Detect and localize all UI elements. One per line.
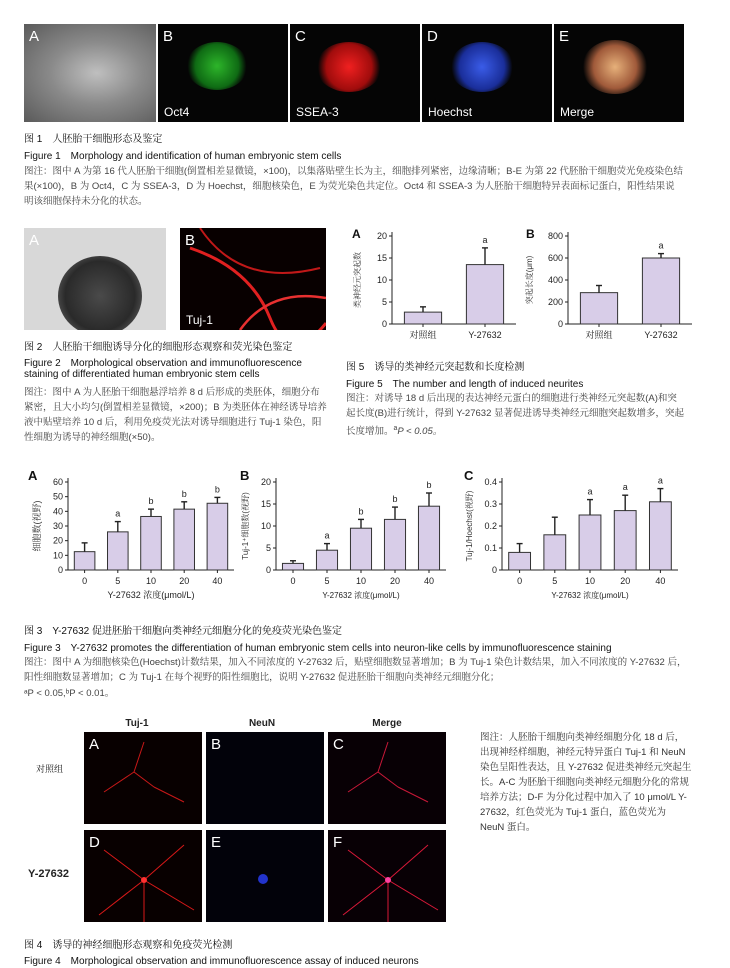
neurite-trace (84, 830, 202, 922)
y-tick-label: 0 (57, 565, 63, 575)
fig3b-chart (236, 466, 456, 616)
significance-label: b (426, 480, 432, 490)
x-tick-label: 40 (655, 576, 666, 586)
fig5-note: 图注：对诱导 18 d 后出现的表达神经元蛋白的细胞进行类神经元突起数(A)和突起长度(B)进行统计，得到 Y-27632 显著促进诱导类神经元细胞突起数增多，突起长度增加。$^a$P < 0.05。 (346, 393, 684, 438)
hoechst-label: Hoechst (428, 105, 473, 119)
y-tick-label: 15 (376, 253, 387, 263)
oct4-label: Oct4 (164, 105, 190, 119)
significance-label: a (657, 475, 663, 486)
fig2-panel-b (180, 228, 326, 330)
y-tick-label: 400 (547, 275, 563, 285)
significance-label: a (115, 508, 121, 519)
panel-letter: D (427, 28, 438, 45)
y-tick-label: 60 (52, 477, 63, 487)
row-label-control: 对照组 (36, 764, 64, 774)
neurite-trace (84, 732, 202, 824)
y-tick-label: 0.2 (484, 521, 497, 531)
y-tick-label: 10 (376, 275, 387, 285)
fig4-panel-c (328, 732, 446, 824)
row-label-y27632: Y-27632 (28, 868, 69, 880)
fig4-panel-f (328, 830, 446, 922)
panel-letter: A (28, 468, 38, 483)
bar (404, 312, 441, 324)
fig1-title-cn: 图 1 人胚胎干细胞形态及鉴定 (24, 134, 163, 145)
bar (108, 532, 129, 570)
fig2-panel-a (24, 228, 166, 330)
fig5-title-en: Figure 5 The number and length of induced neurites (346, 379, 584, 390)
bar (282, 563, 303, 570)
fig1-panel-b (158, 24, 288, 122)
fig2-title-en-2: staining of differentiated human embryonic stem cells (24, 369, 260, 380)
significance-label: a (587, 486, 593, 497)
bar (642, 258, 679, 324)
fig1-panel-a (24, 24, 156, 122)
fig2-title-cn: 图 2 人胚胎干细胞诱导分化的细胞形态观察和荧光染色鉴定 (24, 342, 293, 353)
bar (350, 528, 371, 570)
merge-label: Merge (560, 105, 595, 119)
y-axis-label: 细胞数(视野) (32, 500, 42, 552)
fig3c-chart (460, 466, 690, 616)
y-tick-label: 20 (376, 231, 387, 241)
x-axis-label: Y-27632 浓度(μmol/L) (551, 591, 629, 600)
x-tick-label: Y-27632 (468, 330, 502, 340)
panel-letter: B (526, 227, 535, 241)
y-tick-label: 30 (52, 521, 63, 531)
bar (141, 516, 162, 570)
y-tick-label: 0.1 (484, 543, 497, 553)
bar (384, 519, 405, 570)
panel-letter: A (352, 227, 361, 241)
panel-letter: B (211, 736, 222, 753)
bar (466, 265, 503, 324)
panel-letter: C (295, 28, 306, 45)
x-tick-label: 对照组 (409, 330, 437, 340)
y-tick-label: 10 (52, 550, 63, 561)
x-tick-label: 5 (115, 576, 121, 586)
fig2-title-en-1: Figure 2 Morphological observation and immunofluorescence (24, 358, 302, 369)
y-tick-label: 0.4 (484, 477, 497, 487)
fig4-panel-d (84, 830, 202, 922)
fig5-title-cn: 图 5 诱导的类神经元突起数和长度检测 (346, 362, 525, 373)
y-axis-label: Tuj-1/Hoechst(视野) (465, 490, 474, 562)
x-tick-label: Y-27632 (644, 330, 678, 340)
panel-letter: A (89, 736, 100, 753)
significance-label: b (181, 488, 187, 499)
panel-letter: B (185, 232, 196, 249)
y-tick-label: 5 (265, 543, 271, 553)
x-tick-label: 20 (389, 576, 401, 586)
significance-label: a (324, 530, 330, 541)
neurite-trace (328, 732, 446, 824)
fig2-note: 图注：图中 A 为人胚胎干细胞悬浮培养 8 d 后形成的类胚体，细胞分布紧密，且大小均匀(倒置相差显微镜，×200)；B 为类胚体在神经诱导培养液中贴壁培养 10 d 后，利用免疫荧光法对诱导细胞进行 Tuj-1 染色，阳性细胞为诱导的神经细胞(×50)。 (24, 387, 327, 443)
x-tick-label: 0 (82, 576, 88, 586)
x-tick-label: 0 (517, 576, 523, 586)
fig4-title-cn: 图 4 诱导的神经细胞形态观察和免疫荧光检测 (24, 940, 233, 951)
y-tick-label: 600 (547, 253, 563, 263)
fig1-panel-c (290, 24, 420, 122)
bar (649, 502, 671, 570)
significance-label: a (622, 482, 628, 493)
y-tick-label: 40 (52, 506, 63, 517)
y-tick-label: 15 (260, 499, 271, 509)
y-tick-label: 50 (52, 491, 63, 502)
y-axis-label: Tuj-1⁺细胞数(视野) (241, 492, 250, 560)
significance-label: b (358, 506, 364, 517)
x-axis-label: Y-27632 浓度(μmol/L) (107, 590, 195, 600)
bar (509, 552, 531, 570)
bar (74, 552, 95, 570)
x-tick-label: 40 (212, 576, 223, 586)
fig4-side-note: 图注：人胚胎干细胞向类神经细胞分化 18 d 后，出现神经样细胞，神经元特异蛋白 Tuj-1 和 NeuN 染色呈阳性表达，且 Y-27632 促进类神经元突起生长。A-C 为胚胎干细胞向类神经元细胞分化的常规培养方法；D-F 为分化过程中加入了 10 μmol/L Y-27632，红色荧光为 Tuj-1 蛋白，蓝色荧光为 NeuN 蛋白。 (480, 732, 692, 833)
significance-label: b (148, 496, 154, 507)
fig4-panel-b (206, 732, 324, 824)
y-axis-label: 类神经元突起数 (353, 252, 362, 308)
y-tick-label: 200 (547, 297, 563, 307)
panel-letter: F (333, 834, 343, 851)
y-axis-label: 突起长度(μm) (525, 255, 534, 305)
note-sup: a (393, 425, 398, 432)
tuj1-label: Tuj-1 (186, 313, 213, 327)
panel-letter: C (333, 736, 344, 753)
fig5a-chart (346, 224, 526, 352)
fig1-title-en: Figure 1 Morphology and identification of human embryonic stem cells (24, 151, 342, 162)
fig1-panel-d (422, 24, 552, 122)
y-tick-label: 0 (491, 565, 497, 575)
note-tail: P < 0.05。 (397, 426, 443, 438)
col-label-merge: Merge (372, 718, 402, 729)
fig3-title-en: Figure 3 Y-27632 promotes the differentiation of human embryonic stem cells into neuron-like cells by immunofluorescence staining (24, 643, 612, 654)
y-tick-label: 10 (260, 521, 271, 531)
bar (614, 511, 636, 570)
panel-letter: B (240, 468, 250, 483)
x-tick-label: 40 (423, 576, 435, 586)
fig1-panel-e (554, 24, 684, 122)
y-tick-label: 5 (381, 297, 387, 307)
y-tick-label: 20 (260, 477, 271, 487)
bar (207, 503, 228, 570)
fig1-note: 图注：图中 A 为第 16 代人胚胎干细胞(倒置相差显微镜，×100)，以集落贴壁生长为主，细胞排列紧密，边缘清晰；B-E 为第 22 代胚胎干细胞荧光免疫染色结果(×100)，B 为 Oct4，C 为 SSEA-3，D 为 Hoechst，细胞核染色，E 为荧光染色共定位。Oct4 和 SSEA-3 为人胚胎干细胞特异表面标记蛋白，阳性结果说明该细胞保持未分化的状态。 (24, 166, 683, 207)
panel-letter: B (163, 28, 174, 45)
significance-label: b (214, 484, 220, 495)
significance-label: a (658, 240, 664, 251)
bar (544, 535, 566, 570)
bar (174, 509, 195, 570)
bar (418, 506, 439, 570)
fig5b-chart (520, 224, 700, 352)
significance-label: a (482, 234, 488, 245)
significance-label: b (392, 494, 398, 505)
fig3-pvals: ᵃP < 0.05,ᵇP < 0.01。 (24, 688, 115, 699)
panel-letter: A (29, 232, 40, 249)
y-tick-label: 800 (547, 231, 563, 241)
ssea3-label: SSEA-3 (296, 105, 339, 119)
col-label-neun: NeuN (248, 718, 276, 729)
x-axis-label: Y-27632 浓度(μmol/L) (322, 591, 400, 600)
y-tick-label: 0.3 (484, 499, 497, 509)
x-tick-label: 10 (584, 576, 596, 586)
fig3-title-cn: 图 3 Y-27632 促进胚胎干细胞向类神经元细胞分化的免疫荧光染色鉴定 (24, 626, 343, 637)
fig3-note: 图注：图中 A 为细胞核染色(Hoechst)计数结果，加入不同浓度的 Y-27632 后，贴壁细胞数显著增加；B 为 Tuj-1 染色计数结果，加入不同浓度的 Y-27632 后，阳性细胞数显著增加；C 为 Tuj-1 在每个视野的阳性细胞比，说明 Y-27632 促进胚胎干细胞向类神经元细胞分化； (24, 657, 687, 683)
y-tick-label: 20 (52, 535, 63, 546)
x-tick-label: 5 (552, 576, 558, 586)
x-tick-label: 20 (620, 576, 631, 586)
x-tick-label: 20 (179, 576, 190, 586)
col-label-tuj1: Tuj-1 (125, 718, 149, 729)
fig4-panel-a (84, 732, 202, 824)
fig3a-chart (24, 466, 244, 616)
y-tick-label: 0 (265, 565, 271, 575)
y-tick-label: 0 (557, 319, 563, 329)
panel-letter: C (464, 468, 474, 483)
x-tick-label: 10 (355, 576, 367, 586)
neurite-trace (328, 830, 446, 922)
x-tick-label: 10 (145, 576, 157, 586)
fig4-title-en: Figure 4 Morphological observation and immunofluorescence assay of induced neurons (24, 956, 419, 967)
panel-letter: D (89, 834, 100, 851)
x-tick-label: 0 (290, 576, 296, 586)
bar (580, 293, 617, 324)
bar (316, 550, 337, 570)
panel-letter: E (559, 28, 570, 45)
bar (579, 515, 601, 570)
panel-letter: E (211, 834, 222, 851)
x-tick-label: 对照组 (585, 330, 613, 340)
x-tick-label: 5 (324, 576, 330, 586)
panel-letter: A (29, 28, 40, 45)
y-tick-label: 0 (381, 319, 387, 329)
fig4-panel-e (206, 830, 324, 922)
